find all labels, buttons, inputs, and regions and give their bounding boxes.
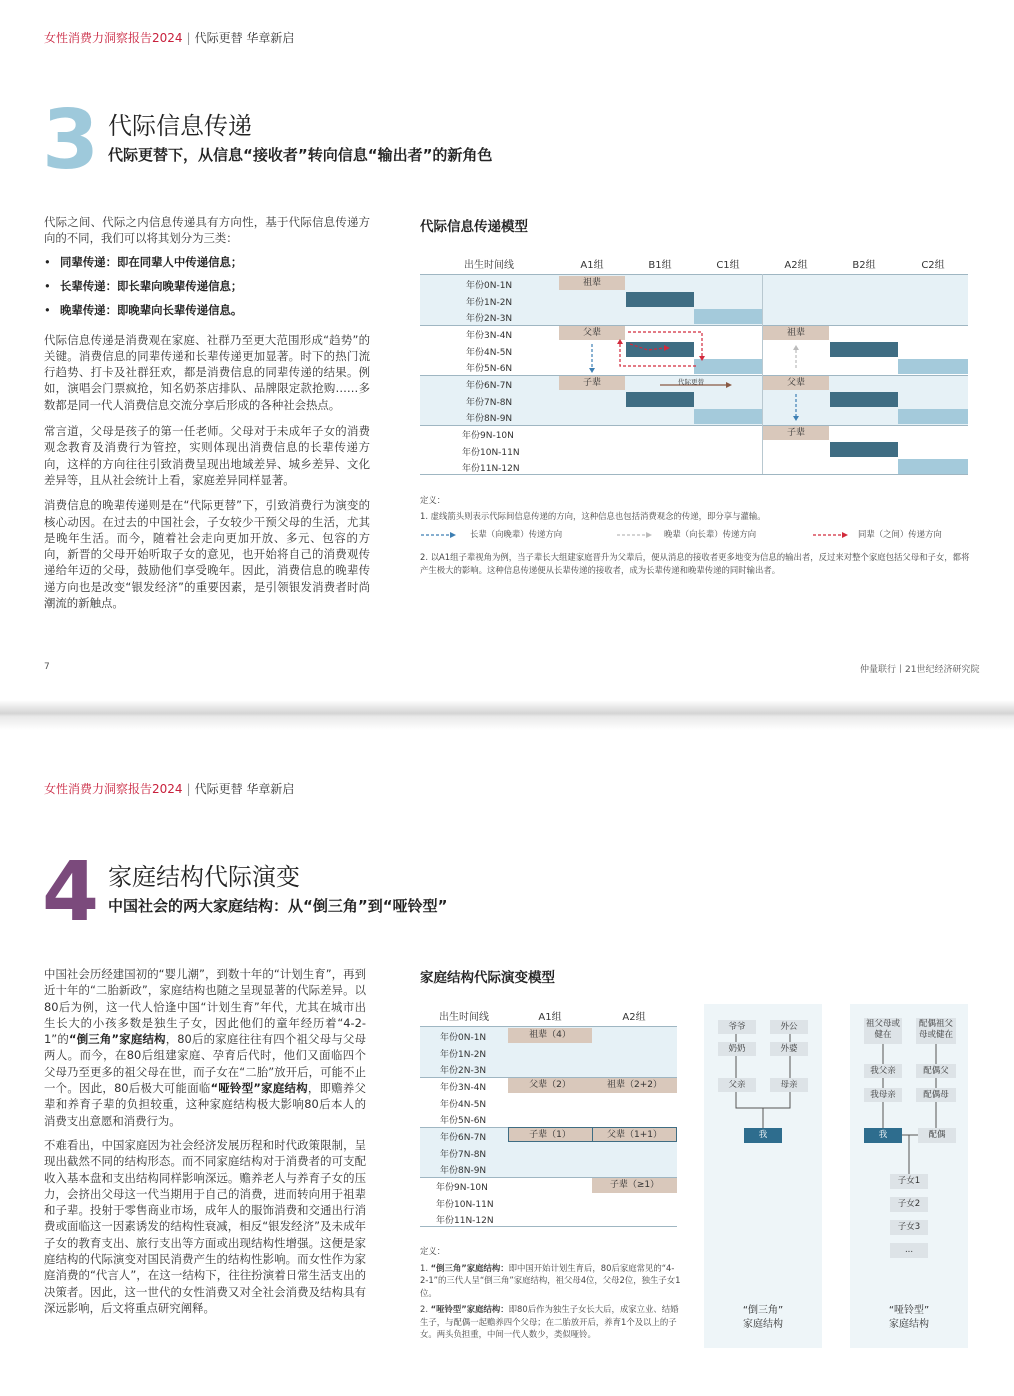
row-label: 年份2N-3N xyxy=(466,314,513,324)
column-header: B2组 xyxy=(852,260,876,271)
column-header: 出生时间线 xyxy=(439,1012,489,1023)
generation-change-label: 代际更替 xyxy=(678,378,704,386)
structure-caption xyxy=(704,1304,822,1332)
child-node: 子女2 xyxy=(890,1197,928,1212)
generation-tag: 子辈（≥1） xyxy=(592,1178,677,1193)
family-node: 外公 xyxy=(770,1020,808,1034)
grid-line xyxy=(420,1026,677,1027)
row-label: 年份5N-6N xyxy=(466,364,513,374)
family-node: 奶奶 xyxy=(718,1042,756,1056)
section-subtitle: 代际更替下，从信息“接收者”转向信息“输出者”的新角色 xyxy=(108,146,493,164)
family-node: 我母亲 xyxy=(864,1088,902,1102)
bullet-item: • 晚辈传递：即晚辈向长辈传递信息。 xyxy=(44,302,243,317)
legend-grey-arrow xyxy=(616,530,656,540)
row-label: 年份7N-8N xyxy=(466,398,513,408)
legend xyxy=(420,528,970,542)
body-paragraph: 代际信息传递是消费观在家庭、社群乃至更大范围形成“趋势”的关键。消费信息的同辈传递和长辈传递更加显著。时下的热门流行趋势、打卡及社群狂欢，都是消费信息的同辈传递的结果。例如，演唱会门票疯抢，知名奶茶店排队、品牌限定款抢购……多数都是同一代人消费信息交流分享后形成的各种社会热点。 xyxy=(44,332,370,412)
column-header: 出生时间线 xyxy=(464,260,514,271)
generation-tag: 父辈（1+1） xyxy=(607,1130,662,1140)
row-label: 年份7N-8N xyxy=(440,1150,487,1160)
family-node: 母亲 xyxy=(770,1078,808,1092)
row-label: 年份0N-1N xyxy=(440,1033,487,1043)
text-run: 中国社会历经建国初的“婴儿潮”，到数十年的“计划生育”，再到近十年的“二胎新政”，家庭结构也随之呈现显著的代际差异。以80后为例，这一代人恰逢中国“计划生育”年代，尤其在城市出生长大的小孩多数是独生子女，因此他们的童年经历着“4-2-1”的 xyxy=(44,967,366,1047)
row-label: 年份3N-4N xyxy=(440,1083,487,1093)
figure-notes xyxy=(420,1245,682,1341)
row-label: 年份3N-4N xyxy=(466,331,513,341)
figure-title: 家庭结构代际演变模型 xyxy=(420,970,555,986)
generation-tag: 祖辈 xyxy=(763,326,829,340)
generation-tag: 祖辈（4） xyxy=(508,1028,592,1043)
family-node: 父亲 xyxy=(718,1078,756,1092)
family-node: 配偶母 xyxy=(916,1088,956,1102)
column-header: C2组 xyxy=(921,260,945,271)
family-node: 祖父母或健在 xyxy=(864,1018,902,1044)
body-paragraph: 不难看出，中国家庭因为社会经济发展历程和时代政策限制，呈现出截然不同的结构形态。而不同家庭结构对于消费者的可支配收入基本盘和支出结构同样影响深远。赡养老人与养育子女的压力，会挤出父母这一代当期用于自己的消费，进而转向用于祖辈和子辈。投射于零售商业市场，成年人的服饰消费和交通出行消费或面临这一因素诱发的结构性衰减，相反“银发经济”及未成年子女的教育支出、旅行支出等方面或出现结构性增强。这便是家庭结构的代际演变对国民消费产生的结构性影响。而女性作为家庭消费的“代言人”，在这一结构下，往往扮演着日常生活支出的决策者。因此，这一世代的女性消费又对全社会消费及结构具有深远影响，后文将重点研究阐释。 xyxy=(44,1137,366,1315)
row-label: 年份8N-9N xyxy=(440,1166,487,1176)
me-node: 我 xyxy=(744,1128,782,1143)
page2-header xyxy=(44,780,294,797)
header-separator: | xyxy=(186,782,191,796)
grid-line xyxy=(420,1226,677,1227)
caption-line: 家庭结构 xyxy=(889,1319,929,1330)
def-item: 2. “哑铃型”家庭结构：即80后作为独生子女长大后，成家立业、结婚生子，与配偶一起赡养四个父母；在二胎放开后，养育1个及以上的子女。两头负担重，中间一代人数少，类似哑铃。 xyxy=(420,1304,679,1339)
section-title: 家庭结构代际演变 xyxy=(108,863,300,891)
bullet-item: • 同辈传递：即在同辈人中传递信息； xyxy=(44,254,243,269)
row-label: 年份9N-10N xyxy=(436,1183,488,1193)
def-title: 定义： xyxy=(420,495,446,505)
page-divider xyxy=(0,700,1014,730)
column-header: A1组 xyxy=(538,1012,562,1023)
def-item: 1. “倒三角”家庭结构：即中国开始计划生育后，80后家庭常见的“4-2-1”的三代人呈“倒三角”家庭结构，祖父母4位，父母2位，独生子女1位。 xyxy=(420,1262,681,1298)
family-node: 外婆 xyxy=(770,1042,808,1056)
def-text: 即中国开始计划生育后，80后家庭常见的“4-2-1”的三代人呈“倒三角”家庭结构，祖父母4位，父母2位，独生子女1位。 xyxy=(420,1262,681,1298)
cell-divider xyxy=(592,1128,593,1141)
column-header: A2组 xyxy=(784,260,808,271)
row-label: 年份6N-7N xyxy=(466,381,513,391)
figure-notes xyxy=(420,494,970,576)
page1-body xyxy=(44,214,370,611)
row-label: 年份10N-11N xyxy=(462,448,520,458)
text-run: ，80后的家庭往往有四个祖父母与父母两人。而今，在80后组建家庭、孕育后代时，他们又面临四个父母乃至更多的祖父母在世，而子女在“二胎”放开后，可能不止一个。因此，80后极大可能面临 xyxy=(44,1032,366,1096)
column-header: A1组 xyxy=(580,260,604,271)
row-label: 年份4N-5N xyxy=(466,348,513,358)
family-node: 配偶父 xyxy=(916,1064,956,1078)
row-label: 年份11N-12N xyxy=(462,464,520,474)
generation-tag: 祖辈 xyxy=(559,276,625,290)
child-node-more: ... xyxy=(890,1243,928,1258)
def-text: 2. 以A1组子辈视角为例，当子辈长大组建家庭晋升为父辈后，便从消息的接收者更多地变为信息的输出者，反过来对整个家庭包括父母和子女，都将产生极大的影响。这种信息传递便从长辈传递的接收者，成为长辈传递和晚辈传递的同时输出者。 xyxy=(420,552,970,575)
row-label: 年份4N-5N xyxy=(440,1100,487,1110)
column-header: B1组 xyxy=(648,260,672,271)
row-label: 年份6N-7N xyxy=(440,1133,487,1143)
body-paragraph: 消费信息的晚辈传递则是在“代际更替”下，引致消费行为演变的核心动因。在过去的中国社会，子女较少干预父母的生活，尤其是晚年生活。而今，随着社会走向更加开放、多元、包容的方向，新晋的父母开始听取子女的意见，也开始将自己的消费观传递给年迈的父母，鼓励他们享受晚年。因此，消费信息的晚辈传递方向也是改变“银发经济”的重要因素，是引领银发消费者时尚潮流的新触点。 xyxy=(44,498,370,611)
structure-caption xyxy=(850,1304,968,1332)
row-label: 年份8N-9N xyxy=(466,414,513,424)
bullet-text: 长辈传递：即长辈向晚辈传递信息； xyxy=(60,278,243,293)
generation-tag: 子辈 xyxy=(559,376,625,390)
page1-header xyxy=(44,29,294,46)
def-text: 1. 虚线箭头则表示代际间信息传递的方向，这种信息也包括消费观念的传递，即分享与灌输。 xyxy=(420,510,766,521)
legend-red-arrow xyxy=(812,530,852,540)
caption-line: “哑铃型” xyxy=(888,1305,930,1316)
row-label: 年份11N-12N xyxy=(436,1216,494,1226)
generation-tag: 子辈 xyxy=(763,426,829,440)
figure-title: 代际信息传递模型 xyxy=(420,219,528,235)
bullet-item: • 长辈传递：即长辈向晚辈传递信息； xyxy=(44,278,243,293)
me-node: 我 xyxy=(864,1128,902,1143)
row-label: 年份9N-10N xyxy=(462,431,514,441)
legend-blue-arrow xyxy=(420,530,460,540)
legend-label: 晚辈（向长辈）传递方向 xyxy=(664,529,757,539)
caption-line: 家庭结构 xyxy=(743,1319,783,1330)
section-subtitle: 中国社会的两大家庭结构：从“倒三角”到“哑铃型” xyxy=(108,897,448,915)
transfer-arrows xyxy=(420,250,968,480)
bullet-text: 晚辈传递：即晚辈向长辈传递信息。 xyxy=(60,302,243,317)
def-title: 定义： xyxy=(420,1246,446,1256)
inverted-triangle-panel xyxy=(704,1004,822,1348)
text-run: ，即赡养父辈和养育子辈的负担较重，这种家庭结构极大影响80后本人的消费支出意愿和消费行为。 xyxy=(44,1081,366,1128)
page2-body xyxy=(44,966,366,1316)
child-node: 子女3 xyxy=(890,1220,928,1235)
child-node: 子女1 xyxy=(890,1174,928,1189)
text-run-bold: “哑铃型”家庭结构 xyxy=(210,1081,308,1096)
section-title: 代际信息传递 xyxy=(108,112,252,140)
column-header: A2组 xyxy=(622,1012,646,1023)
legend-label: 同辈（之间）传递方向 xyxy=(858,529,942,539)
row-label: 年份10N-11N xyxy=(436,1200,494,1210)
report-name: 女性消费力洞察报告2024 xyxy=(44,782,183,796)
generation-tag: 父辈 xyxy=(763,376,829,390)
bullet-text: 同辈传递：即在同辈人中传递信息； xyxy=(60,254,243,269)
section-number: 3 xyxy=(42,93,100,188)
caption-line: “倒三角” xyxy=(742,1305,784,1316)
body-paragraph xyxy=(44,966,366,1129)
text-run-bold: “倒三角”家庭结构 xyxy=(68,1032,166,1047)
generation-tag: 父辈 xyxy=(559,326,625,340)
footer-org: 仲量联行丨21世纪经济研究院 xyxy=(860,665,980,675)
row-label: 年份2N-3N xyxy=(440,1066,487,1076)
report-name: 女性消费力洞察报告2024 xyxy=(44,31,183,45)
report-subtitle: 代际更替 华章新启 xyxy=(194,31,295,45)
info-transfer-chart xyxy=(420,250,968,480)
def-text: 即80后作为独生子女长大后，成家立业、结婚生子，与配偶一起赡养四个父母；在二胎放开后，养育1个及以上的子女。两头负担重，中间一代人数少，类似哑铃。 xyxy=(420,1304,679,1339)
section-number: 4 xyxy=(42,845,100,940)
generation-tag: 父辈（2） xyxy=(508,1078,592,1093)
family-structure-chart xyxy=(420,1002,680,1228)
row-label: 年份1N-2N xyxy=(440,1050,487,1060)
row-label: 年份1N-2N xyxy=(466,298,513,308)
report-subtitle: 代际更替 华章新启 xyxy=(194,782,295,796)
generation-tag: 子辈（1） xyxy=(529,1130,571,1140)
family-node: 我父亲 xyxy=(864,1064,902,1078)
row-label: 年份5N-6N xyxy=(440,1116,487,1126)
def-label: “哑铃型”家庭结构： xyxy=(430,1304,509,1314)
spouse-node: 配偶 xyxy=(918,1128,956,1143)
generation-tag: 祖辈（2+2） xyxy=(592,1078,677,1093)
row-label: 年份0N-1N xyxy=(466,281,513,291)
legend-label: 长辈（向晚辈）传递方向 xyxy=(470,529,563,539)
column-header: C1组 xyxy=(716,260,740,271)
family-node: 配偶祖父母或健在 xyxy=(916,1018,956,1044)
header-separator: | xyxy=(186,31,191,45)
page-number: 7 xyxy=(44,662,50,672)
def-label: “倒三角”家庭结构： xyxy=(430,1262,509,1273)
body-paragraph: 常言道，父母是孩子的第一任老师。父母对于未成年子女的消费观念教育及消费行为管控，实则体现出消费信息的长辈传递方向，这样的方向往往引致消费呈现出地域差异、城乡差异、文化差异等，且从社会统计上看，家庭差异同样显著。 xyxy=(44,424,370,487)
family-node: 爷爷 xyxy=(718,1020,756,1034)
intro-paragraph: 代际之间、代际之内信息传递具有方向性，基于代际信息传递方向的不同，我们可以将其划分为三类： xyxy=(44,215,370,246)
dumbbell-panel xyxy=(850,1004,968,1348)
